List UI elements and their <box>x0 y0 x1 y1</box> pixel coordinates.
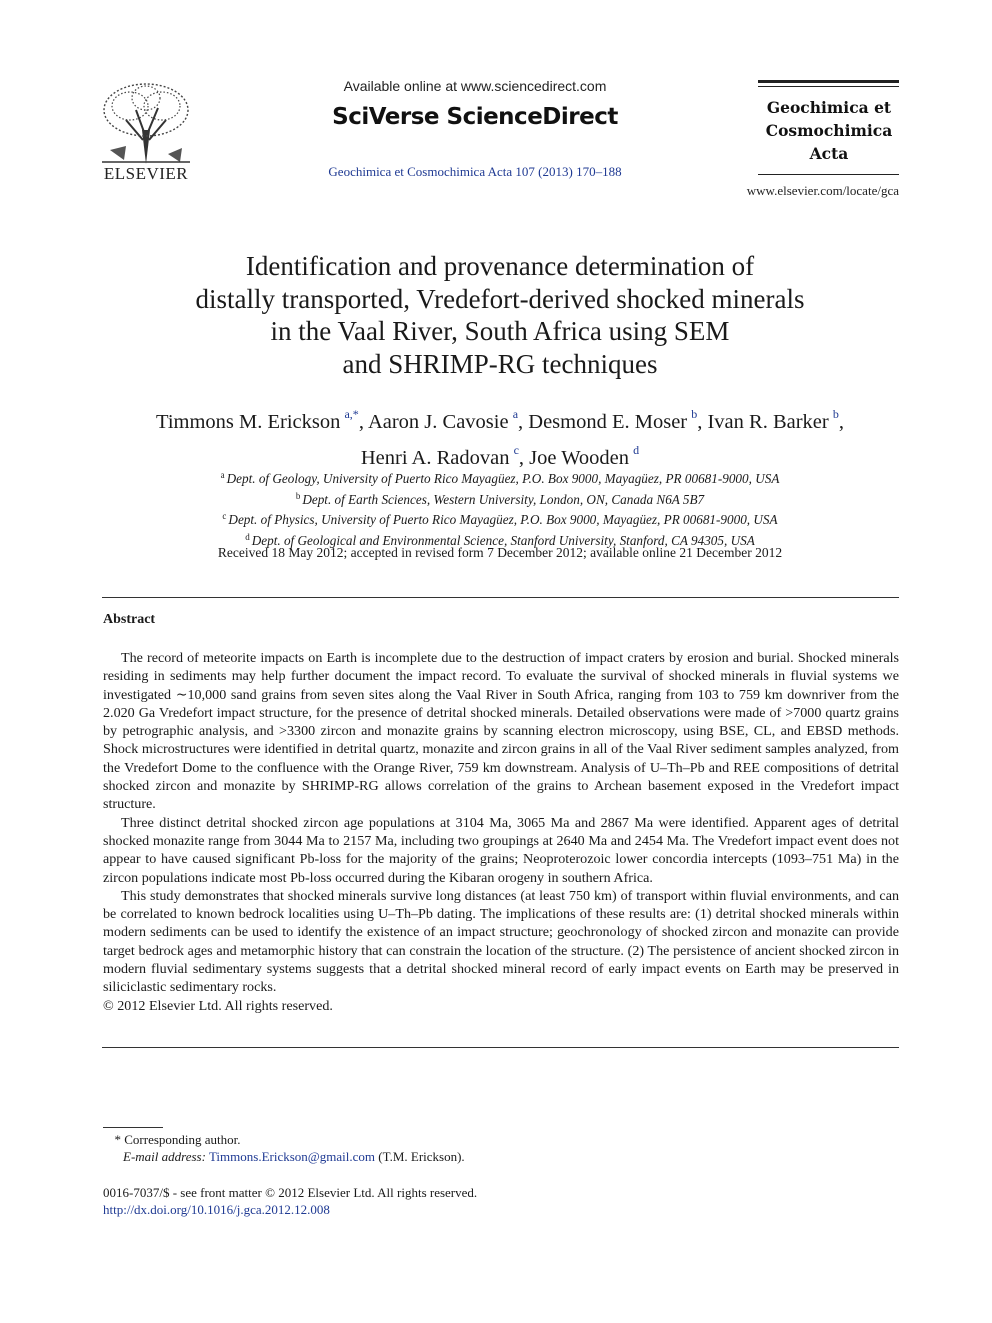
author-affil-mark[interactable]: b <box>832 407 839 421</box>
author-name: Desmond E. Moser <box>528 411 688 433</box>
affiliations <box>100 467 900 550</box>
author-name: Aaron J. Cavosie <box>367 411 509 433</box>
article-dates: Received 18 May 2012; accepted in revised form 7 December 2012; available online 21 December 2012 <box>217 545 783 560</box>
abstract-heading: Abstract <box>103 612 156 627</box>
title-line: and SHRIMP-RG techniques <box>342 348 658 379</box>
author-name: Joe Wooden <box>529 447 630 469</box>
divider <box>102 1047 899 1048</box>
article-title <box>100 250 900 380</box>
title-line: Identification and provenance determination of <box>245 251 755 281</box>
author-affil-mark[interactable]: c <box>513 443 519 457</box>
footnote-star: * <box>114 1132 121 1147</box>
affiliation-text: Dept. of Geology, University of Puerto Rico Mayagüez, P.O. Box 9000, Mayagüez, PR 00681-9000, USA <box>226 471 780 486</box>
publisher-name: ELSEVIER <box>103 164 189 183</box>
title-line: distally transported, Vredefort-derived shocked minerals <box>195 283 805 314</box>
journal-title <box>752 96 906 165</box>
corresponding-author-note <box>103 1131 903 1148</box>
author-affil-mark[interactable]: a,* <box>344 407 359 421</box>
abstract-paragraph: The record of meteorite impacts on Earth is incomplete due to the destruction of impact craters by erosion and burial. Shocked minerals residing in sediments may help further document the impact record. To evaluate the survival of shocked minerals in fluvial systems we investigated ∼10,000 sand grains from seven sites along the Vaal River in South Africa, ranging from 103 to 759 km downriver from the 2.020 Ga Vredefort impact structure, for the presence of detrital shocked minerals. Detailed observations were made of >7000 quartz grains by petrographic analysis, and >3300 zircon and monazite grains by scanning electron microscopy, using BSE, CL, and EBSD methods. Shock microstructures were identified in detrital quartz, monazite and zircon grains in all of the Vaal River sediment samples analyzed, from the Vredefort Dome to the confluence with the Orange River, 759 km downstream. Analysis of U–Th–Pb and REE compositions of detrital shocked zircon and monazite by SHRIMP-RG allows correlation of the grains to Archean basement exposed in the Vredefort impact structure. <box>103 650 899 813</box>
journal-rule-bottom <box>758 174 899 175</box>
affiliation-mark: b <box>295 490 301 501</box>
journal-title-line: Cosmochimica <box>765 121 893 140</box>
author-affil-mark[interactable]: b <box>691 407 698 421</box>
journal-rule-top <box>758 80 899 83</box>
affiliation-text: Dept. of Physics, University of Puerto Rico Mayagüez, P.O. Box 9000, Mayagüez, PR 00681-9000, USA <box>228 512 778 528</box>
affiliation <box>100 488 900 509</box>
journal-url[interactable]: www.elsevier.com/locate/gca <box>746 183 899 198</box>
abstract-body <box>103 649 899 1015</box>
journal-title-line: Geochimica et <box>766 98 892 117</box>
email-note <box>103 1148 923 1165</box>
footnote-rule <box>103 1127 163 1128</box>
available-online: Available online at www.sciencedirect.com <box>343 78 607 94</box>
email-label: E-mail address: <box>123 1149 206 1164</box>
author-name: Henri A. Radovan <box>360 447 510 469</box>
journal-rule-top-thin <box>758 86 899 87</box>
author-name: Ivan R. Barker <box>707 411 829 433</box>
affiliation <box>100 508 900 529</box>
abstract-paragraph: Three distinct detrital shocked zircon age populations at 3104 Ma, 3065 Ma and 2867 Ma were identified. Apparent ages of detrital shocked monazite range from 3044 Ma to 2157 Ma, including two groupings at 2640 Ma and 2454 Ma. The Vredefort impact event does not appear to have caused significant Pb-loss for the majority of the grains; Neoproterozoic lower concordia intercepts (1093–751 Ma) in the zircon populations indicate most Pb-loss occurred during the Kibaran orogeny in southern Africa. <box>103 814 899 886</box>
affiliation <box>100 467 900 488</box>
affiliation-mark: a <box>220 470 225 480</box>
email-link[interactable]: Timmons.Erickson@gmail.com <box>208 1149 376 1164</box>
issn-line: 0016-7037/$ - see front matter © 2012 Elsevier Ltd. All rights reserved. <box>103 1185 478 1200</box>
affiliation-mark: d <box>245 532 250 543</box>
affiliation-mark: c <box>222 511 227 522</box>
journal-title-line: Acta <box>809 144 849 163</box>
affiliation-text: Dept. of Earth Sciences, Western University, London, ON, Canada N6A 5B7 <box>302 491 705 507</box>
email-owner: (T.M. Erickson). <box>378 1149 465 1164</box>
copyright-notice: © 2012 Elsevier Ltd. All rights reserved. <box>103 997 333 1014</box>
abstract-paragraph: This study demonstrates that shocked minerals survive long distances (at least 750 km) of transport within fluvial environments, and can be correlated to known bedrock localities using U–Th–Pb dating. The implications of these results are: (1) detrital shocked minerals within modern sediments can be used to identify the existence of an impact structure; geochronology of shocked zircon and monazite can provide target bedrock ages and metamorphic history that can constrain the location of the structure. (2) The persistence of ancient shocked zircon in modern fluvial sedimentary systems suggests that a detrital shocked mineral record of early impact events on Earth may be preserved in siliciclastic sedimentary rocks. <box>103 887 899 996</box>
doi-link[interactable]: http://dx.doi.org/10.1016/j.gca.2012.12.008 <box>103 1202 330 1217</box>
author-name: Timmons M. Erickson <box>156 411 341 433</box>
elsevier-logo <box>96 80 196 184</box>
affiliation-text: Dept. of Geological and Environmental Science, Stanford University, Stanford, CA 94305, USA <box>251 533 755 549</box>
author-affil-mark[interactable]: a <box>512 407 519 421</box>
title-line: in the Vaal River, South Africa using SEM <box>270 316 730 346</box>
corresponding-label: Corresponding author. <box>124 1132 241 1147</box>
author-list: Timmons M. Erickson $^{a,*}$, Aaron J. Cavosie $^a$, Desmond E. Moser $^b$, Ivan R. Barker $^b$, Henri A. Radovan $^c$, Joe Wooden $^d$ <box>156 407 844 469</box>
divider <box>102 597 899 598</box>
journal-citation[interactable]: Geochimica et Cosmochimica Acta 107 (2013) 170–188 <box>328 164 622 179</box>
elsevier-tree-icon <box>96 80 196 164</box>
author-affil-mark[interactable]: d <box>633 443 640 457</box>
sciverse-logo: SciVerse ScienceDirect <box>332 104 618 130</box>
